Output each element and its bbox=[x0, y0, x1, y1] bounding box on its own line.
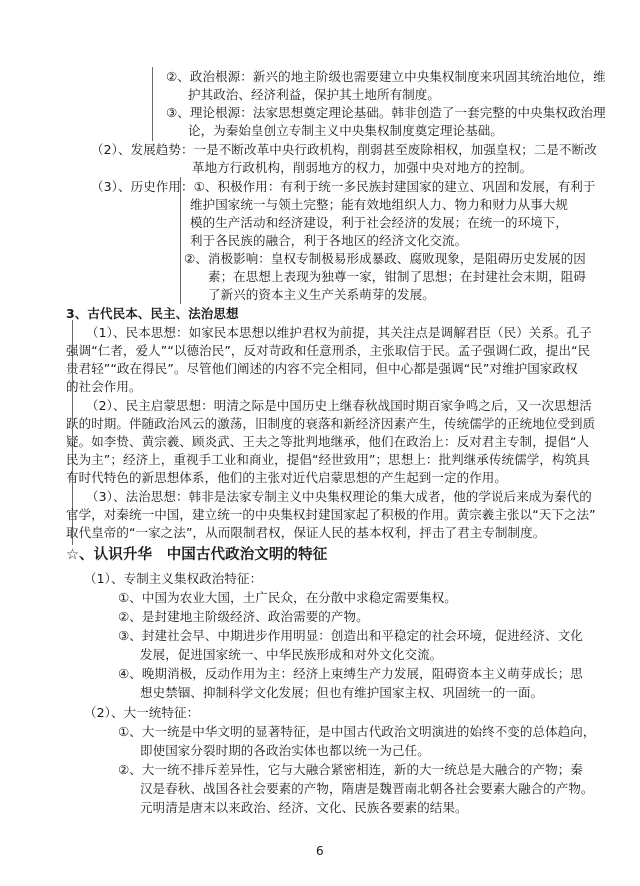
text-line: 元明清是唐末以来政治、经济、文化、民族各要素的结果。 bbox=[140, 800, 468, 815]
text-line: （2）、大一统特征： bbox=[84, 705, 200, 720]
text-line: ②、是封建地主阶级经济、政治需要的产物。 bbox=[118, 609, 369, 624]
text-line: （3）、法治思想：韩非是法家专制主义中央集权理论的集大成者，他的学说后来成为秦代的 bbox=[86, 489, 592, 504]
text-line: 跃的时期。伴随政治风云的激荡，旧制度的衰落和新经济因素产生，传统儒学的正统地位受到质 bbox=[66, 416, 596, 431]
text-line: 护其政治、经济利益，保护其土地所有制度。 bbox=[188, 87, 441, 102]
text-line: （3）、历史作用：①、积极作用：有利于统一多民族封建国家的建立、巩固和发展，有利于 bbox=[91, 179, 596, 194]
text-line: 疑。如李贽、黄宗羲、顾炎武、王夫之等批判地继承，他们在政治上：反对君主专制，提倡“人 bbox=[66, 434, 590, 449]
text-line: 贵君轻”“政在得民”。尽管他们阐述的内容不完全相同，但中心都是强调“民”对维护国家政权 bbox=[66, 361, 578, 376]
text-line: （1）、专制主义集权政治特征： bbox=[84, 571, 263, 586]
text-line: ①、大一统是中华文明的显著特征，是中国古代政治文明演进的始终不变的总体趋向， bbox=[118, 724, 596, 739]
text-line: （2）、发展趋势：一是不断改革中央行政机构，削弱甚至废除相权，加强皇权；二是不断改 bbox=[91, 142, 597, 157]
section-heading: 3、古代民本、民主、法治思想 bbox=[66, 306, 239, 321]
text-line: 取代皇帝的“一家之法”，从而限制君权，保证人民的基本权利，抨击了君主专制制度。 bbox=[66, 525, 546, 540]
text-line: 即使国家分裂时期的各政治实体也都以统一为己任。 bbox=[140, 743, 430, 758]
text-line: ②、消极影响：皇权专制极易形成暴政、腐败现象，是阻碍历史发展的因 bbox=[184, 251, 586, 266]
text-line: 维护国家统一与领土完整；能有效地组织人力、物力和财力从事大规 bbox=[190, 197, 569, 212]
text-line: ②、大一统不排斥差异性，它与大融合紧密相连，新的大一统总是大融合的产物；秦 bbox=[118, 762, 583, 777]
page-number: 6 bbox=[316, 844, 324, 858]
text-line: 汉是春秋、战国各社会要素的产物，隋唐是魏晋南北朝各社会要素大融合的产物。 bbox=[140, 781, 594, 796]
margin-bracket bbox=[152, 67, 153, 141]
text-line: 利于各民族的融合，利于各地区的经济文化交流。 bbox=[190, 233, 468, 248]
text-line: 革地方行政机构，削弱地方的权力，加强中央对地方的控制。 bbox=[192, 160, 533, 175]
margin-bracket bbox=[180, 177, 181, 304]
text-line: 官学，对秦统一中国，建立统一的中央集权封建国家起了积极的作用。黄宗羲主张以“天下之法” bbox=[66, 507, 596, 522]
text-line: ③、理论根源：法家思想奠定理论基础。韩非创造了一套完整的中央集权政治理 bbox=[166, 105, 606, 120]
text-line: （1）、民本思想：如家民本思想以维护君权为前提，其关注点是调解君臣（民）关系。孔子 bbox=[86, 325, 592, 340]
text-line: 的社会作用。 bbox=[66, 379, 142, 394]
text-line: ①、中国为农业大国，土广民众，在分散中求稳定需要集权。 bbox=[118, 590, 457, 605]
section-heading: ☆、认识升华 中国古代政治文明的特征 bbox=[66, 547, 328, 563]
text-line: ④、晚期消极，反动作用为主：经济上束缚生产力发展，阻碍资本主义萌芽成长；思 bbox=[118, 666, 583, 681]
text-line: 了新兴的资本主义生产关系萌芽的发展。 bbox=[208, 287, 435, 302]
text-line: 民为主”；经济上，重视手工业和商业，提倡“经世致用”；思想上：批判继承传统儒学，构筑具 bbox=[66, 452, 590, 467]
text-line: （2）、民主启蒙思想：明清之际是中国历史上继春秋战国时期百家争鸣之后，又一次思想活 bbox=[86, 398, 592, 413]
text-line: ②、政治根源：新兴的地主阶级也需要建立中央集权制度来巩固其统治地位，维 bbox=[166, 69, 606, 84]
text-line: 素；在思想上表现为独尊一家，钳制了思想；在封建社会末期，阻碍 bbox=[208, 269, 587, 284]
text-line: 想史禁锢、抑制科学文化发展；但也有维护国家主权、巩固统一的一面。 bbox=[140, 685, 544, 700]
text-line: 强调“仁者，爱人”“以德治民”，反对苛政和任意刑杀，主张取信于民。孟子强调仁政，提出“民 bbox=[66, 343, 591, 358]
text-line: ③、封建社会早、中期进步作用明显：创造出和平稳定的社会环境，促进经济、文化 bbox=[118, 628, 583, 643]
text-line: 发展，促进国家统一、中华民族形成和对外文化交流。 bbox=[140, 647, 443, 662]
text-line: 模的生产活动和经济建设，利于社会经济的发展；在统一的环境下， bbox=[190, 215, 569, 230]
text-line: 有时代特色的新思想体系，他们的主张对近代启蒙思想的产生起到一定的作用。 bbox=[66, 470, 508, 485]
text-line: 论，为秦始皇创立专制主义中央集权制度奠定理论基础。 bbox=[188, 123, 504, 138]
